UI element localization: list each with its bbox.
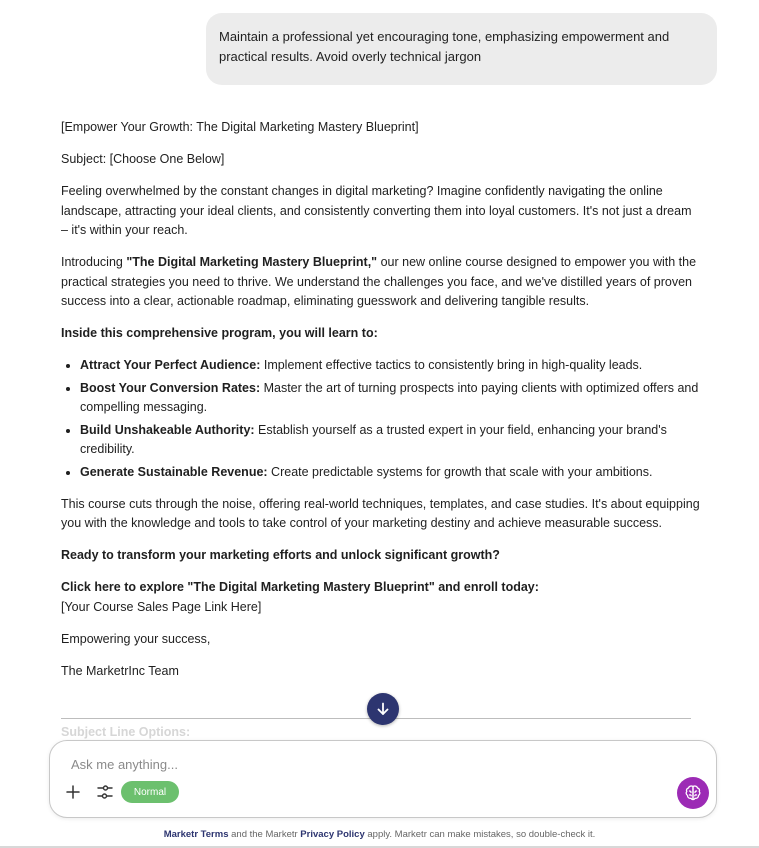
privacy-policy-link[interactable]: Privacy Policy [300,829,365,840]
response-subject-line: Subject: [Choose One Below] [61,152,225,166]
plus-icon [65,784,81,800]
benefits-list [61,356,701,482]
program-heading [61,324,701,344]
assistant-response [61,118,701,694]
bullet-text: Create predictable systems for growth that scale with your ambitions. [267,464,653,479]
introducing-post: our new online course designed to empower you with the practical strategies you need to thrive. We understand the challenges you face, and we've distilled years of proven success into a clear, actionable roadmap, eliminating guesswork and delivering tangible results. [61,255,697,308]
user-message-bubble [206,13,717,85]
add-attachment-button[interactable] [63,782,83,802]
tools-button[interactable] [95,782,115,802]
course-name: "The Digital Marketing Mastery Blueprint," [126,255,378,269]
brain-icon [683,783,703,803]
bullet-text: Master the art of turning prospects into paying clients with optimized offers and compelling messaging. [80,380,699,414]
mode-toggle-normal[interactable]: Normal [121,781,179,803]
chat-input[interactable] [69,753,673,775]
user-message-text: Maintain a professional yet encouraging tone, emphasizing empowerment and practical results. Avoid overly technical jargon [219,29,670,64]
terms-link[interactable]: Marketr Terms [163,829,229,840]
footer-mid-text: and the Marketr [228,829,301,840]
ready-cta-text: Ready to transform your marketing efforts and unlock significant growth? [61,548,500,562]
team-name: The MarketrInc Team [61,663,179,678]
click-cta [61,578,701,617]
response-cuts-through: This course cuts through the noise, offering real-world techniques, templates, and case studies. It's about equipping you with the knowledge and tools to take control of your marketing destiny and achieve measurable success. [61,496,700,530]
bullet-title: Generate Sustainable Revenue: [80,464,268,479]
faded-subject-options-heading: Subject Line Options: [61,725,191,739]
ready-cta [61,546,701,566]
chat-composer [49,740,717,818]
list-item [80,421,701,460]
program-heading-text: Inside this comprehensive program, you will learn to: [61,326,378,340]
response-introducing [61,253,701,312]
bullet-title: Build Unshakeable Authority: [80,422,255,437]
click-cta-text: Click here to explore "The Digital Marketing Mastery Blueprint" and enroll today: [61,580,539,594]
bullet-title: Boost Your Conversion Rates: [80,380,261,395]
list-item [80,463,701,483]
sliders-icon [96,783,114,801]
bullet-title: Attract Your Perfect Audience: [80,358,261,372]
bullet-text: Establish yourself as a trusted expert in your field, enhancing your brand's credibility. [80,422,667,456]
response-intro: Feeling overwhelmed by the constant changes in digital marketing? Imagine confidently navigating the online landscape, attracting your ideal clients, and consistently converting them into loyal customers. It's not just a dream – it's within your reach. [61,184,692,237]
scroll-to-bottom-button[interactable] [367,693,399,725]
link-placeholder: [Your Course Sales Page Link Here] [61,599,262,614]
list-item [80,379,701,418]
list-item [80,356,701,376]
footer-end-text: apply. Marketr can make mistakes, so double-check it. [364,829,596,840]
signoff: Empowering your success, [61,631,211,646]
bullet-text: Implement effective tactics to consistently bring in high-quality leads. [260,358,643,372]
brain-button[interactable] [677,777,709,809]
introducing-pre: Introducing [61,255,127,269]
arrow-down-icon [375,701,391,717]
response-title-line: [Empower Your Growth: The Digital Marketing Mastery Blueprint] [61,120,419,134]
footer-disclaimer [0,829,759,840]
